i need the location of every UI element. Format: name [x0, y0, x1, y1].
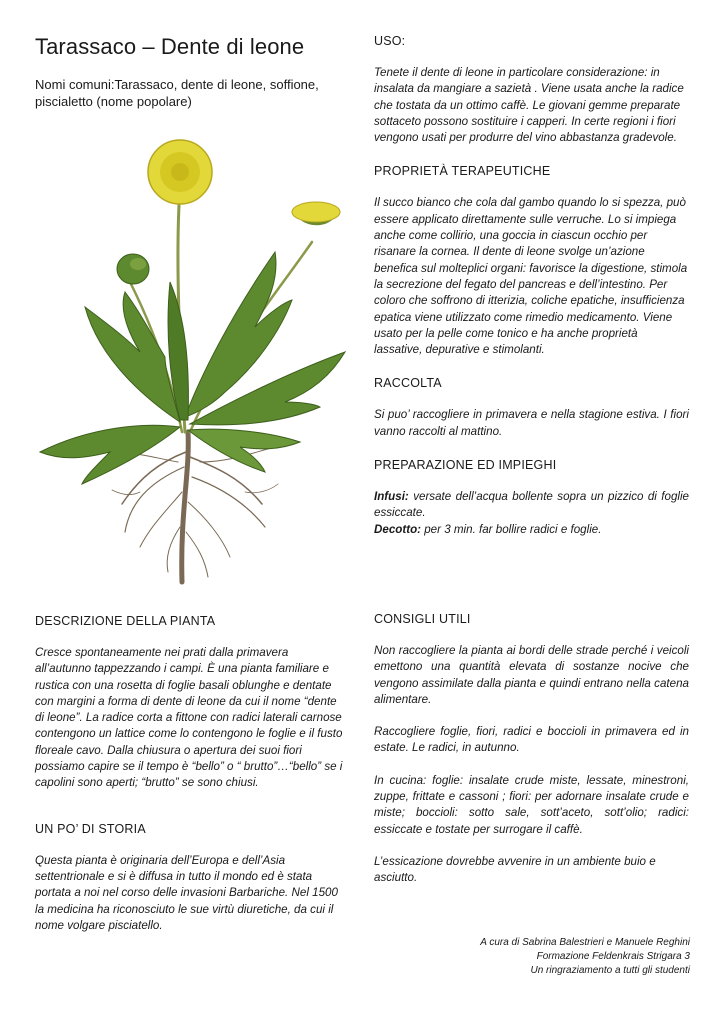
credits-footer [390, 936, 690, 978]
common-names: Nomi comuni:Tarassaco, dente di leone, soffione, piscialetto (nome popolare) [35, 77, 319, 109]
consigli-paragraph-3: In cucina: foglie: insalate crude miste, lessate, minestroni, zuppe, frittate e cassoni ; fiori: per adornare insalate crude e miste; boccioli: sotto sale, sott’aceto, sott’olio; radici: essiccate e tostate per surrogare il caffè. [374, 773, 689, 836]
left-column-bottom [35, 614, 347, 934]
uso-heading: USO: [374, 34, 406, 48]
credits-line-2: Formazione Feldenkrais Strigara 3 [536, 951, 690, 962]
infusi-paragraph [374, 489, 689, 522]
proprieta-heading: PROPRIETÀ TERAPEUTICHE [374, 164, 551, 179]
storia-text: Questa pianta è originaria dell’Europa e dell’Asia settentrionale e si è diffusa in tutto il mondo ed è stata portata a noi nel corso delle invasioni Barbariche. Nel 1500 la medicina ha riconosciuto le sue virtù diuretiche, da cui il nome volgare pisciatello. [35, 853, 338, 932]
right-column-top [374, 34, 689, 538]
descrizione-heading: DESCRIZIONE DELLA PIANTA [35, 614, 216, 628]
consigli-heading: CONSIGLI UTILI [374, 612, 471, 626]
credits-line-1: A cura di Sabrina Balestrieri e Manuele Reghini [480, 937, 690, 948]
decotto-label: Decotto: [374, 522, 422, 536]
raccolta-text: Si puo’ raccogliere in primavera e nella stagione estiva. I fiori vanno raccolti al mattino. [374, 408, 689, 438]
right-column-bottom [374, 612, 689, 887]
infusi-text: versate dell’acqua bollente sopra un pizzico di foglie essiccate. [374, 490, 689, 520]
credits-line-3: Un ringraziamento a tutti gli studenti [530, 965, 690, 976]
raccolta-heading: RACCOLTA [374, 376, 442, 391]
flower-open [148, 140, 212, 204]
uso-text: Tenete il dente di leone in particolare considerazione: in insalata da mangiare a sazietà . Viene usata anche la radice che tostata da un ottimo caffè. Le giovani gemme preparate sottaceto possono sostituire i capperi. In certe regioni i fiori vengono usati per produrre del vino abbastanza gradevole. [374, 66, 684, 145]
page-title: Tarassaco – Dente di leone [35, 34, 305, 59]
consigli-paragraph-4: L’essicazione dovrebbe avvenire in un ambiente buio e asciutto. [374, 854, 656, 885]
left-column-top [35, 34, 347, 110]
decotto-paragraph [374, 522, 689, 538]
decotto-text: per 3 min. far bollire radici e foglie. [421, 522, 602, 536]
preparazione-heading: PREPARAZIONE ED IMPIEGHI [374, 458, 557, 473]
flower-side [292, 202, 340, 225]
dandelion-illustration [30, 132, 352, 587]
flower-bud [117, 254, 149, 284]
consigli-paragraph-2: Raccogliere foglie, fiori, radici e boccioli in primavera ed in estate. Le radici, in autunno. [374, 725, 689, 755]
proprieta-text: Il succo bianco che cola dal gambo quando lo si spezza, può essere applicato direttamente sulle verruche. Lo si impiega anche come collirio, una goccia in ciascun occhio per risanare la cornea. Il dente di leone svolge un’azione benefica sul molteplici organi: favorisce la digestione, stimola la secrezione del fegato del pancreas e dell’intestino. Per coloro che soffrono di itterizia, coliche epatiche, insufficienza epatica viene utilizzato come rimedio medicamento. Viene usato per la pelle come tonico e ha anche proprietà lassative, depurative e stimolanti. [374, 196, 688, 357]
infusi-label: Infusi: [374, 490, 409, 504]
descrizione-text: Cresce spontaneamente nei prati dalla primavera all’autunno tappezzando i campi. È una pianta familiare e rustica con una rosetta di foglie basali oblunghe e dentate con margini a forma di dente di leone da cui il nome “dente di leone”. La radice corta a fittone con radici laterali carnose contengono un lattice come lo contengono le foglie e il fusto floreale cavo. Dalla chiusura o apertura dei suoi fiori possiamo capire se il tempo è “bello” o “ brutto”…“bello” se i capolini sono aperti; “brutto” se sono chiusi. [35, 646, 343, 790]
leaves [40, 252, 345, 484]
consigli-paragraph-1: Non raccogliere la pianta ai bordi delle strade perché i veicoli emettono una quantità elevata di sostanze nocive che vengono assimilate dalla pianta e quindi entrano nella catena alimentare. [374, 644, 689, 706]
storia-heading: UN PO’ DI STORIA [35, 821, 146, 836]
dandelion-plant-image [30, 132, 352, 587]
